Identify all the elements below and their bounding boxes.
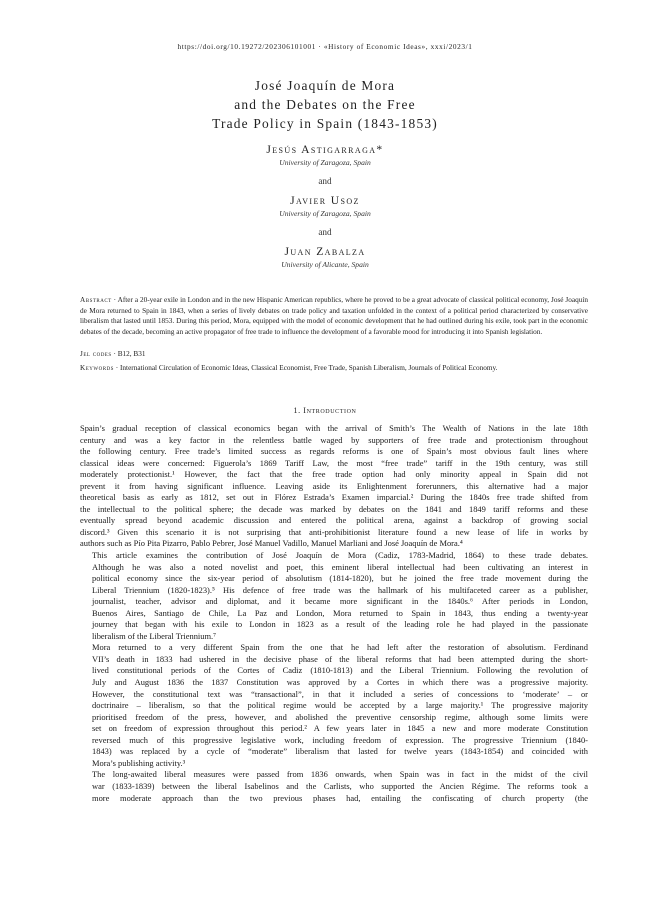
and-separator: and xyxy=(318,176,332,186)
keywords-label: Keywords xyxy=(80,364,114,372)
jel-label: Jel codes xyxy=(80,350,112,358)
body-paragraph xyxy=(80,423,588,550)
body-line: Mora’s publishing activity.³ xyxy=(92,757,186,768)
running-head[interactable]: https://doi.org/10.19272/202306101001 · «History of Economic Ideas», xxxi/2023/1 xyxy=(177,42,473,51)
body-line: Although he was also a noted novelist and poet, this eminent liberal intellectual had been cultivating an interest in xyxy=(92,561,588,572)
body-line: eventually spread beyond academic discussion and entered the political arena, against a backdrop of growing social xyxy=(80,515,588,526)
body-line: the intellectual to the political sphere; the decade was marked by debates on the 1841 and 1849 tariff reforms and these xyxy=(80,503,588,514)
jel-codes xyxy=(80,349,588,360)
author-affiliation: University of Alicante, Spain xyxy=(281,260,369,269)
body-line: VII’s death in 1833 had ushered in the decisive phase of the liberal reforms that had been attempted during the short- xyxy=(92,653,588,664)
keywords-text: International Circulation of Economic Ideas, Classical Economist, Free Trade, Spanish Liberalism, Journals of Political Economy. xyxy=(120,364,498,372)
title-line-2: and the Debates on the Free xyxy=(234,97,416,112)
body-line: prioritised freedom of the press, however, and abolished the preventive censorship regime, although some limits were xyxy=(92,711,588,722)
body-line: moderately protectionist.¹ However, the fact that the free trade option had only minority appeal in Spain did not xyxy=(80,469,588,480)
body-line: July and August 1836 the 1837 Constitution was approved by a Cortes in which there was a progressive majority. xyxy=(92,677,588,688)
title-line-3: Trade Policy in Spain (1843-1853) xyxy=(212,116,438,131)
jel-sep: · xyxy=(111,350,118,358)
body-text xyxy=(80,423,588,804)
body-paragraph xyxy=(80,769,588,804)
body-line: theoretical basis as early as 1812, set out in Flórez Estrada’s Examen imparcial.² During the 1840s free trade shifted from xyxy=(80,492,588,503)
author-3 xyxy=(0,245,650,270)
and-separator: and xyxy=(318,227,332,237)
author-1 xyxy=(0,143,650,168)
body-line: reversed much of this progressive legislative work, including freedom of expression. The progressive Triennium (1840- xyxy=(92,734,588,745)
abstract-label: Abstract xyxy=(80,296,112,304)
body-line: liberalism of the Liberal Triennium.⁷ xyxy=(92,630,217,641)
keywords-sep: · xyxy=(113,364,121,372)
body-line: political economy since the six-year period of absolutism (1814-1820), but he joined the free trade movement during the xyxy=(92,573,588,584)
body-line: Spain’s gradual reception of classical economics began with the arrival of Smith’s The Wealth of Nations in the late 18th xyxy=(80,423,588,433)
body-line: Buenos Aires, Santiago de Chile, La Paz and London, Mora returned to Spain in 1843, thus ending a twenty-year xyxy=(92,607,588,618)
body-line: prevent it from having significant influence. Leaving aside its Enlightenment forerunners, this alternative had a major xyxy=(80,480,588,491)
body-line: doctrinaire – liberalism, so that the political regime would be accepted by a large majority.¹ The progressive majority xyxy=(92,700,588,711)
body-line: more moderate approach than the two previous phases had, entailing the confiscating of church property (the xyxy=(92,792,588,803)
body-line: classical ideas were concerned: Figuerola’s 1869 Tariff Law, the most “free trade” tariff in the 19th century, was still xyxy=(80,457,588,468)
body-line: the following century. Free trade’s limited success as regards reforms is one of Spain’s most obvious fault lines where xyxy=(80,446,588,457)
body-line: century and was a key factor in the relentless battle waged by supporters of free trade and protectionism throughout xyxy=(80,434,588,445)
body-line: war (1833-1839) between the liberal Isabelinos and the Carlists, who supported the Ancien Régime. The reforms took a xyxy=(92,780,588,791)
body-line: The long-awaited liberal measures were passed from 1836 onwards, when Spain was in fact in the midst of the civil xyxy=(92,769,588,780)
abstract-sep: · xyxy=(111,296,118,304)
body-line: journey that began with his exile to London in 1823 as a result of the leading role he had played in the passionate xyxy=(92,619,588,630)
body-line: set on freedom of expression throughout this period.² A few years later in 1845 a new and more moderate Constitution xyxy=(92,723,588,734)
body-line: This article examines the contribution of José Joaquín de Mora (Cadiz, 1783-Madrid, 1864) to these trade debates. xyxy=(92,550,588,561)
author-affiliation: University of Zaragoza, Spain xyxy=(279,209,371,218)
body-line: discord.³ Given this scenario it is not surprising that anti-prohibitionist literature found a new lease of life in works by xyxy=(80,526,588,537)
abstract xyxy=(80,295,588,337)
section-heading: 1. Introduction xyxy=(293,406,357,415)
keywords xyxy=(80,363,600,374)
body-line: authors such as Pío Pita Pizarro, Pablo Pebrer, José Manuel Vadillo, Manuel Marliani and José Joaquín de Mora.⁴ xyxy=(80,538,463,549)
author-2 xyxy=(0,194,650,219)
body-line: Liberal Triennium (1820-1823).⁵ His defence of free trade was the hallmark of his multifaceted career as a publisher, xyxy=(92,584,588,595)
body-paragraph xyxy=(80,642,588,769)
author-name: Javier Usoz xyxy=(290,194,360,207)
title-line-1: José Joaquín de Mora xyxy=(254,78,396,93)
body-line: 1843) was replaced by a cycle of “moderate” liberalism that lasted for twelve years (1843-1854) and coincided with xyxy=(92,746,588,757)
author-name: Jesús Astigarraga* xyxy=(266,143,384,156)
article-title xyxy=(0,76,650,133)
abstract-text: After a 20-year exile in London and in the new Hispanic American republics, where he proved to be a great advocate of classical political economy, José Joaquín de Mora returned to Spain in 1843, when a series of lively debates on trade policy and taxation unfolded in the context of a political period characterized by conservative liberalism that lasted until 1853. During this period, Mora, equipped with the model of economic development that he had outlined during his exile, took part in the economic debates of the decade, becoming an active propagator of free trade to influence the development of a favorable mood for introducing it into Spanish legislation. xyxy=(80,296,588,336)
body-line: However, the constitutional text was “transactional”, in that it included a series of concessions to ‘moderate’ – or xyxy=(92,688,588,699)
body-paragraph xyxy=(80,550,588,642)
body-line: journalist, teacher, advisor and diplomat, and it became more significant in the 1840s.⁶ After periods in London, xyxy=(92,596,588,607)
body-line: Mora returned to a very different Spain from the one that he had left after the restoration of absolutism. Ferdinand xyxy=(92,642,588,653)
author-name: Juan Zabalza xyxy=(284,245,366,258)
jel-text: B12, B31 xyxy=(117,350,146,358)
body-line: lived constitutional periods of the Cortes of Cadiz (1810-1813) and the Liberal Triennium. Following the revolution of xyxy=(92,665,588,676)
author-affiliation: University of Zaragoza, Spain xyxy=(279,158,371,167)
